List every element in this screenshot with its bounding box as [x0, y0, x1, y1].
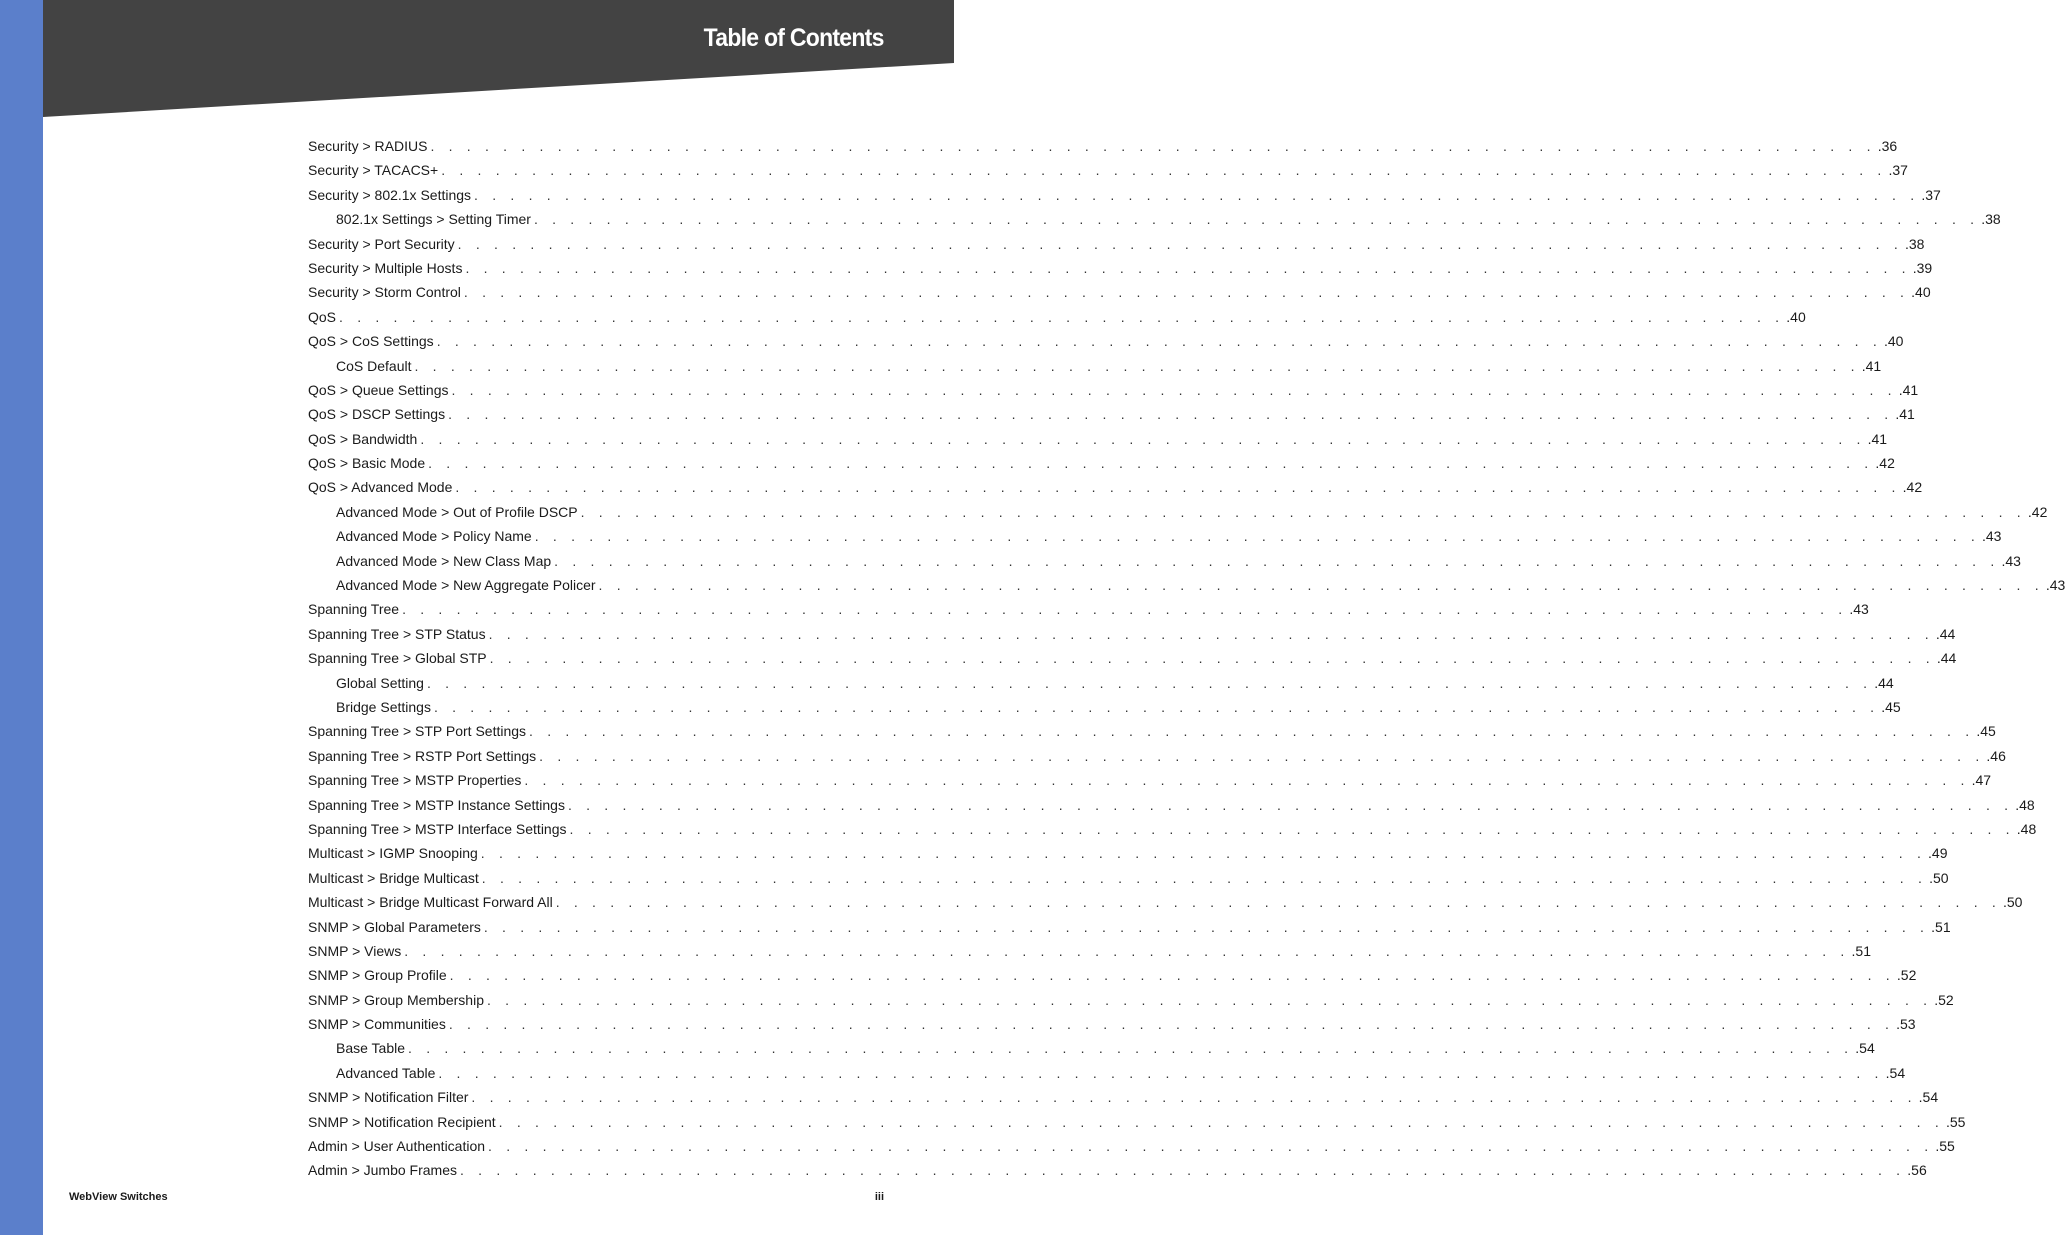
toc-entry-label: Advanced Mode > New Class Map — [336, 552, 552, 569]
toc-entry[interactable] — [308, 1110, 1966, 1134]
toc-entry-leader: . . . . . . . . . . . . . . . . . . . . . . . . . . . . . . . . . . . . . . . . . . . . . . . . . . . . . . . . . . . . . . . . . . . . . . . . . . . . . . . . — [414, 357, 1860, 374]
toc-entry-page: .48 — [2016, 820, 2037, 837]
toc-entry-label: Spanning Tree > RSTP Port Settings — [308, 747, 537, 764]
toc-entry-leader: . . . . . . . . . . . . . . . . . . . . . . . . . . . . . . . . . . . . . . . . . . . . . . . . . . . . . . . . . . . . . . . . . . . . . . . . . . . . . . . . — [465, 259, 1911, 276]
toc-entry[interactable] — [308, 744, 2006, 768]
toc-entry[interactable] — [308, 1134, 1955, 1158]
toc-entry[interactable] — [308, 207, 2001, 231]
toc-entry[interactable] — [308, 646, 1957, 670]
toc-entry[interactable] — [308, 988, 1954, 1012]
header-band-shape — [43, 0, 954, 120]
toc-entry[interactable] — [308, 768, 1992, 792]
toc-entry-leader: . . . . . . . . . . . . . . . . . . . . . . . . . . . . . . . . . . . . . . . . . . . . . . . . . . . . . . . . . . . . . . . . . . . . . . . . . . . . . . . . — [488, 1138, 1934, 1155]
toc-entry-label: Multicast > IGMP Snooping — [308, 845, 478, 862]
toc-entry-label: Spanning Tree > STP Port Settings — [308, 723, 527, 740]
toc-entry-leader: . . . . . . . . . . . . . . . . . . . . . . . . . . . . . . . . . . . . . . . . . . . . . . . . . . . . . . . . . . . . . . . . . . . . . . . . . . . . . . . . — [539, 747, 1985, 764]
toc-entry[interactable] — [308, 890, 2023, 914]
toc-entry-leader: . . . . . . . . . . . . . . . . . . . . . . . . . . . . . . . . . . . . . . . . . . . . . . . . . . . . . . . . . . . . . . . . . . . . . . . . . . . . . . . . — [404, 942, 1850, 959]
toc-entry-page: .42 — [1875, 455, 1895, 472]
toc-entry-label: Spanning Tree > MSTP Instance Settings — [308, 796, 565, 813]
toc-entry-page: .41 — [1895, 406, 1915, 423]
toc-entry[interactable] — [308, 427, 1888, 451]
toc-entry-label: QoS > Basic Mode — [308, 455, 426, 472]
toc-entry-label: Security > TACACS+ — [308, 162, 439, 179]
toc-entry-leader: . . . . . . . . . . . . . . . . . . . . . . . . . . . . . . . . . . . . . . . . . . . . . . . . . . . . . . . . . . . . . . . . . . . . . . . . . . . . . . . . — [483, 918, 1930, 935]
toc-entry-label: Admin > User Authentication — [308, 1138, 486, 1155]
toc-entry[interactable] — [308, 1158, 1927, 1182]
toc-entry-label: Spanning Tree — [308, 601, 400, 618]
toc-entry-leader: . . . . . . . . . . . . . . . . . . . . . . . . . . . . . . . . . . . . . . . . . . . . . . . . . . . . . . . . . . . . . . . . . . . . . . . . . . . . . . . . — [488, 625, 1934, 642]
toc-entry-label: Spanning Tree > MSTP Interface Settings — [308, 820, 567, 837]
footer-page-number: iii — [874, 1191, 884, 1203]
left-color-bar — [0, 0, 43, 1235]
toc-entry-leader: . . . . . . . . . . . . . . . . . . . . . . . . . . . . . . . . . . . . . . . . . . . . . . . . . . . . . . . . . . . . . . . . . . . . . . . . . . . . . . . . — [569, 820, 2015, 837]
toc-entry[interactable] — [308, 1061, 1906, 1085]
toc-entry-leader: . . . . . . . . . . . . . . . . . . . . . . . . . . . . . . . . . . . . . . . . . . . . . . . . . . . . . . . . . . . . . . . . . . . . . . . . . . . . . . . . — [481, 869, 1928, 886]
toc-entry-leader: . . . . . . . . . . . . . . . . . . . . . . . . . . . . . . . . . . . . . . . . . . . . . . . . . . . . . . . . . . . . . . . . . . . . . . . . . . . . . . . . — [449, 967, 1895, 984]
toc-entry-page: .54 — [1855, 1040, 1875, 1057]
toc-entry-page: .56 — [1907, 1162, 1927, 1179]
toc-entry-label: Base Table — [336, 1040, 406, 1057]
toc-entry-leader: . . . . . . . . . . . . . . . . . . . . . . . . . . . . . . . . . . . . . . . . . . . . . . . . . . . . . . . . . . . . . . . . . . . . . . . . . . . . . . . . — [448, 406, 1894, 423]
toc-entry-label: Spanning Tree > STP Status — [308, 625, 486, 642]
toc-entry-label: Admin > Jumbo Frames — [308, 1162, 457, 1179]
toc-entry-page: .38 — [1981, 211, 2001, 228]
toc-entry-leader: . . . . . . . . . . . . . . . . . . . . . . . . . . . . . . . . . . . . . . . . . . . . . . . . . . . . . . . . . . . . . . . . . . . . . . . . . . . . . . . . — [430, 138, 1876, 154]
footer-product-name: WebView Switches — [69, 1191, 168, 1203]
toc-entry-label: SNMP > Notification Recipient — [308, 1113, 496, 1130]
toc-entry-leader: . . . . . . . . . . . . . . . . . . . . . . . . . . . . . . . . . . . . . . . . . . . . . . . . . . . . . . . . . . . . . . . . . . . . . . . . . . . . . . . . — [428, 455, 1874, 472]
toc-entry-leader: . . . . . . . . . . . . . . . . . . . . . . . . . . . . . . . . . . . . . . . . . . . . . . . . . . . . . . . . . . . . . . . . . . . . . . . . . . . . . . . . — [498, 1113, 1944, 1130]
toc-entry-page: .43 — [2045, 577, 2065, 594]
toc-entry-label: QoS > Advanced Mode — [308, 479, 453, 496]
toc-entry[interactable] — [308, 524, 2002, 548]
toc-entry-page: .40 — [1883, 333, 1904, 350]
toc-entry[interactable] — [308, 915, 1951, 939]
toc-entry-page: .43 — [1981, 528, 2002, 545]
toc-entry-leader: . . . . . . . . . . . . . . . . . . . . . . . . . . . . . . . . . . . . . . . . . . . . . . . . . . . . . . . . . . . . . . . . . . . . . . . . . . . . . . . . — [402, 601, 1848, 618]
toc-entry[interactable] — [308, 134, 1898, 158]
toc-entry[interactable] — [308, 817, 2037, 841]
toc-entry-label: Spanning Tree > Global STP — [308, 650, 487, 667]
toc-entry-page: .45 — [1881, 698, 1901, 715]
toc-entry[interactable] — [308, 622, 1956, 646]
toc-entry-leader: . . . . . . . . . . . . . . . . . . . . . . . . . . . . . . . . . . . . . . . . . . . . . . . . . . . . . . . . . . . . . . . . . . . . . . . . . . . . . . . . — [533, 211, 1980, 228]
toc-entry-leader: . . . . . . . . . . . . . . . . . . . . . . . . . . . . . . . . . . . . . . . . . . . . . . . . . . . . . . . . . . . . . . . . . . . . . . . . . . . . . . . . — [436, 333, 1882, 350]
toc-entry[interactable] — [308, 475, 1923, 499]
toc-entry-leader: . . . . . . . . . . . . . . . . . . . . . . . . . . . . . . . . . . . . . . . . . . . . . . . . . . . . . . . . . . . . . . . . . . . . . . . . . . . . . . . . — [598, 577, 2044, 594]
toc-entry-label: CoS Default — [336, 357, 412, 374]
toc-entry-leader: . . . . . . . . . . . . . . . . . . . . . . . . . . . . . . . . . . . . . . . . . . . . . . . . . . . . . . . . . . . . . . . . . . . . . . . . . . . . . . . . — [457, 235, 1903, 252]
toc-entry-leader: . . . . . . . . . . . . . . . . . . . . . . . . . . . . . . . . . . . . . . . . . . . . . . . . . . . . . . . . . . . . . . . . . . . . . . . . . . . . . . . . — [339, 308, 1785, 325]
toc-entry-page: .48 — [2015, 796, 2035, 813]
toc-entry[interactable] — [308, 232, 1925, 256]
toc-entry-page: .46 — [1986, 747, 2006, 764]
toc-entry-label: QoS > DSCP Settings — [308, 406, 446, 423]
toc-entry-page: .54 — [1885, 1064, 1906, 1081]
toc-entry-page: .47 — [1971, 772, 1992, 789]
toc-entry[interactable] — [308, 354, 1882, 378]
toc-entry-leader: . . . . . . . . . . . . . . . . . . . . . . . . . . . . . . . . . . . . . . . . . . . . . . . . . . . . . . . . . . . . . . . . . . . . . . . . . . . . . . . . — [408, 1040, 1854, 1057]
toc-entry-page: .42 — [1902, 479, 1923, 496]
toc-entry-leader: . . . . . . . . . . . . . . . . . . . . . . . . . . . . . . . . . . . . . . . . . . . . . . . . . . . . . . . . . . . . . . . . . . . . . . . . . . . . . . . . — [529, 723, 1975, 740]
toc-entry[interactable] — [308, 793, 2035, 817]
toc-entry-label: QoS > CoS Settings — [308, 333, 434, 350]
toc-entry-leader: . . . . . . . . . . . . . . . . . . . . . . . . . . . . . . . . . . . . . . . . . . . . . . . . . . . . . . . . . . . . . . . . . . . . . . . . . . . . . . . . — [486, 991, 1933, 1008]
toc-entry-label: Advanced Mode > New Aggregate Policer — [336, 577, 596, 594]
toc-entry-page: .43 — [1849, 601, 1869, 618]
toc-entry-page: .43 — [2001, 552, 2021, 569]
toc-entry-label: Advanced Table — [336, 1064, 436, 1081]
toc-entry-page: .42 — [2027, 503, 2048, 520]
toc-entry-page: .49 — [1928, 845, 1948, 862]
toc-entry[interactable] — [308, 549, 2021, 573]
toc-entry-page: .51 — [1851, 942, 1871, 959]
toc-entry-leader: . . . . . . . . . . . . . . . . . . . . . . . . . . . . . . . . . . . . . . . . . . . . . . . . . . . . . . . . . . . . . . . . . . . . . . . . . . . . . . . . — [554, 552, 2000, 569]
toc-entry-leader: . . . . . . . . . . . . . . . . . . . . . . . . . . . . . . . . . . . . . . . . . . . . . . . . . . . . . . . . . . . . . . . . . . . . . . . . . . . . . . . . — [441, 162, 1887, 179]
toc-entry-leader: . . . . . . . . . . . . . . . . . . . . . . . . . . . . . . . . . . . . . . . . . . . . . . . . . . . . . . . . . . . . . . . . . . . . . . . . . . . . . . . . — [480, 845, 1927, 862]
toc-entry-label: QoS > Queue Settings — [308, 381, 449, 398]
toc-entry-leader: . . . . . . . . . . . . . . . . . . . . . . . . . . . . . . . . . . . . . . . . . . . . . . . . . . . . . . . . . . . . . . . . . . . . . . . . . . . . . . . . — [460, 1162, 1906, 1179]
toc-entry-label: SNMP > Group Profile — [308, 967, 447, 984]
toc-entry-leader: . . . . . . . . . . . . . . . . . . . . . . . . . . . . . . . . . . . . . . . . . . . . . . . . . . . . . . . . . . . . . . . . . . . . . . . . . . . . . . . . — [438, 1064, 1884, 1081]
toc-entry[interactable] — [308, 1085, 1939, 1109]
toc-entry-label: SNMP > Communities — [308, 1016, 446, 1033]
toc-entry-label: Advanced Mode > Out of Profile DSCP — [336, 503, 578, 520]
toc-entry-leader: . . . . . . . . . . . . . . . . . . . . . . . . . . . . . . . . . . . . . . . . . . . . . . . . . . . . . . . . . . . . . . . . . . . . . . . . . . . . . . . . — [471, 1089, 1917, 1106]
toc-entry-label: Security > Port Security — [308, 235, 455, 252]
toc-entry-leader: . . . . . . . . . . . . . . . . . . . . . . . . . . . . . . . . . . . . . . . . . . . . . . . . . . . . . . . . . . . . . . . . . . . . . . . . . . . . . . . . — [567, 796, 2014, 813]
toc-entry-page: .39 — [1912, 259, 1933, 276]
toc-entry-page: .51 — [1931, 918, 1951, 935]
toc-entry[interactable] — [308, 841, 1948, 865]
toc-entry-label: SNMP > Views — [308, 942, 402, 959]
toc-entry[interactable] — [308, 939, 1871, 963]
toc-entry-page: .52 — [1896, 967, 1917, 984]
toc-entry-leader: . . . . . . . . . . . . . . . . . . . . . . . . . . . . . . . . . . . . . . . . . . . . . . . . . . . . . . . . . . . . . . . . . . . . . . . . . . . . . . . . — [426, 674, 1873, 691]
toc-entry[interactable] — [308, 451, 1895, 475]
toc-entry-label: Multicast > Bridge Multicast — [308, 869, 479, 886]
toc-entry-page: .37 — [1888, 162, 1908, 179]
toc-entry[interactable] — [308, 183, 1941, 207]
toc-entry-label: QoS — [308, 308, 337, 325]
toc-entry[interactable] — [308, 1012, 1916, 1036]
toc-entry-label: QoS > Bandwidth — [308, 430, 418, 447]
toc-entry[interactable] — [308, 597, 1869, 621]
page-title: Table of Contents — [703, 24, 884, 52]
toc-entry[interactable] — [308, 402, 1915, 426]
toc-entry-page: .55 — [1945, 1113, 1966, 1130]
toc-entry[interactable] — [308, 1036, 1875, 1060]
toc-entry[interactable] — [308, 695, 1901, 719]
toc-list — [308, 134, 2065, 1183]
toc-entry[interactable] — [308, 500, 2048, 524]
toc-entry-label: Bridge Settings — [336, 698, 431, 715]
toc-entry[interactable] — [308, 280, 1931, 304]
toc-entry-page: .40 — [1911, 284, 1931, 301]
toc-entry-page: .38 — [1904, 235, 1925, 252]
toc-entry-leader: . . . . . . . . . . . . . . . . . . . . . . . . . . . . . . . . . . . . . . . . . . . . . . . . . . . . . . . . . . . . . . . . . . . . . . . . . . . . . . . . — [451, 381, 1897, 398]
toc-entry[interactable] — [308, 573, 2065, 597]
toc-entry-leader: . . . . . . . . . . . . . . . . . . . . . . . . . . . . . . . . . . . . . . . . . . . . . . . . . . . . . . . . . . . . . . . . . . . . . . . . . . . . . . . . — [420, 430, 1866, 447]
toc-entry-page: .50 — [2002, 894, 2023, 911]
toc-entry-page: .36 — [1877, 138, 1898, 154]
toc-entry-page: .54 — [1918, 1089, 1939, 1106]
toc-entry[interactable] — [308, 866, 1949, 890]
toc-entry-page: .55 — [1935, 1138, 1955, 1155]
toc-entry-label: SNMP > Notification Filter — [308, 1089, 469, 1106]
toc-entry-label: SNMP > Global Parameters — [308, 918, 481, 935]
toc-entry-page: .41 — [1861, 357, 1882, 374]
toc-entry-page: .53 — [1896, 1016, 1916, 1033]
toc-entry[interactable] — [308, 305, 1806, 329]
toc-entry-page: .41 — [1898, 381, 1919, 398]
toc-entry[interactable] — [308, 378, 1919, 402]
toc-entry-page: .44 — [1936, 650, 1957, 667]
toc-entry-leader: . . . . . . . . . . . . . . . . . . . . . . . . . . . . . . . . . . . . . . . . . . . . . . . . . . . . . . . . . . . . . . . . . . . . . . . . . . . . . . . . — [448, 1016, 1895, 1033]
toc-entry-label: Multicast > Bridge Multicast Forward All — [308, 894, 553, 911]
toc-entry-page: .37 — [1921, 186, 1941, 203]
toc-entry-page: .40 — [1786, 308, 1806, 325]
toc-entry-page: .41 — [1867, 430, 1888, 447]
toc-entry-leader: . . . . . . . . . . . . . . . . . . . . . . . . . . . . . . . . . . . . . . . . . . . . . . . . . . . . . . . . . . . . . . . . . . . . . . . . . . . . . . . . — [534, 528, 1980, 545]
toc-entry-label: Security > 802.1x Settings — [308, 186, 472, 203]
toc-entry-label: 802.1x Settings > Setting Timer — [336, 211, 531, 228]
toc-entry-leader: . . . . . . . . . . . . . . . . . . . . . . . . . . . . . . . . . . . . . . . . . . . . . . . . . . . . . . . . . . . . . . . . . . . . . . . . . . . . . . . . — [455, 479, 1901, 496]
toc-entry[interactable] — [308, 963, 1917, 987]
toc-entry-page: .52 — [1934, 991, 1954, 1008]
toc-entry-page: .50 — [1929, 869, 1949, 886]
toc-entry-label: Security > Storm Control — [308, 284, 461, 301]
toc-entry-label: Advanced Mode > Policy Name — [336, 528, 532, 545]
toc-entry-page: .45 — [1976, 723, 1996, 740]
header-band — [43, 0, 954, 120]
toc-entry[interactable] — [308, 329, 1904, 353]
toc-entry-leader: . . . . . . . . . . . . . . . . . . . . . . . . . . . . . . . . . . . . . . . . . . . . . . . . . . . . . . . . . . . . . . . . . . . . . . . . . . . . . . . . — [489, 650, 1935, 667]
toc-entry-page: .44 — [1874, 674, 1894, 691]
toc-entry[interactable] — [308, 256, 1933, 280]
toc-entry-leader: . . . . . . . . . . . . . . . . . . . . . . . . . . . . . . . . . . . . . . . . . . . . . . . . . . . . . . . . . . . . . . . . . . . . . . . . . . . . . . . . — [474, 186, 1920, 203]
toc-entry-leader: . . . . . . . . . . . . . . . . . . . . . . . . . . . . . . . . . . . . . . . . . . . . . . . . . . . . . . . . . . . . . . . . . . . . . . . . . . . . . . . . — [433, 698, 1880, 715]
toc-entry-leader: . . . . . . . . . . . . . . . . . . . . . . . . . . . . . . . . . . . . . . . . . . . . . . . . . . . . . . . . . . . . . . . . . . . . . . . . . . . . . . . . — [580, 503, 2026, 520]
toc-entry-leader: . . . . . . . . . . . . . . . . . . . . . . . . . . . . . . . . . . . . . . . . . . . . . . . . . . . . . . . . . . . . . . . . . . . . . . . . . . . . . . . . — [555, 894, 2001, 911]
toc-entry-label: Spanning Tree > MSTP Properties — [308, 772, 522, 789]
toc-entry-label: Security > RADIUS — [308, 138, 428, 154]
toc-entry-leader: . . . . . . . . . . . . . . . . . . . . . . . . . . . . . . . . . . . . . . . . . . . . . . . . . . . . . . . . . . . . . . . . . . . . . . . . . . . . . . . . — [524, 772, 1970, 789]
toc-entry-label: Global Setting — [336, 674, 424, 691]
toc-entry-label: Security > Multiple Hosts — [308, 259, 463, 276]
toc-entry[interactable] — [308, 671, 1894, 695]
toc-entry[interactable] — [308, 158, 1908, 182]
toc-entry[interactable] — [308, 719, 1996, 743]
toc-entry-label: SNMP > Group Membership — [308, 991, 484, 1008]
toc-entry-page: .44 — [1935, 625, 1956, 642]
toc-entry-leader: . . . . . . . . . . . . . . . . . . . . . . . . . . . . . . . . . . . . . . . . . . . . . . . . . . . . . . . . . . . . . . . . . . . . . . . . . . . . . . . . — [463, 284, 1910, 301]
